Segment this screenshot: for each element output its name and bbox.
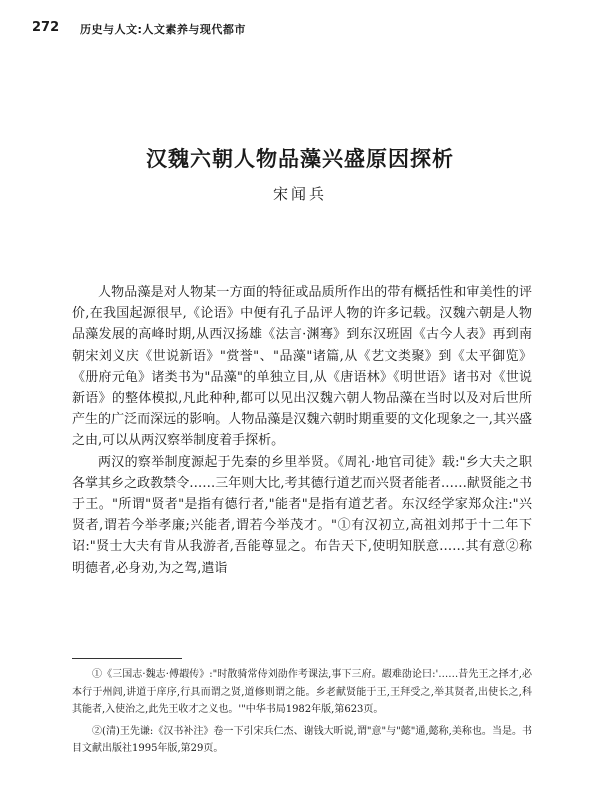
article-title: 汉魏六朝人物品藻兴盛原因探析 — [146, 146, 454, 171]
running-head: 历史与人文:人文素养与现代都市 — [80, 23, 246, 36]
footnote: ①《三国志·魏志·傅嘏传》:"时散骑常侍刘劭作考课法,事下三府。嘏难劭论曰:'……昔先王之择才,必本行于州闾,讲道于庠序,行具而谓之贤,道修则谓之能。乡老献贤能于王,王拜受之,举其贤者,出使长之,科其能者,入使治之,此先王收才之义也。'"中华书局1982年版,第623页。 — [72, 669, 532, 715]
article-body — [72, 282, 532, 579]
body-paragraph: 人物品藻是对人物某一方面的特征或品质所作出的带有概括性和审美性的评价,在我国起源很早,《论语》中便有孔子品评人物的许多记载。汉魏六朝是人物品藻发展的高峰时期,从西汉扬雄《法言·渊骞》到东汉班固《古今人表》再到南朝宋刘义庆《世说新语》"赏誉"、"品藻"诸篇,从《艺文类聚》到《太平御览》《册府元龟》诸类书为"品藻"的单独立目,从《唐语林》《明世语》诸书对《世说新语》的整体模拟,凡此种种,都可以见出汉魏六朝人物品藻在当时以及对后世所产生的广泛而深远的影响。人物品藻是汉魏六朝时期重要的文化现象之一,其兴盛之由,可以从两汉察举制度着手探析。 — [72, 285, 532, 449]
page-number: 272 — [32, 20, 60, 35]
footnote: ②(清)王先谦:《汉书补注》卷一下引宋兵仁杰、谢钱大昕说,谓"意"与"懿"通,懿称,美称也。当是。书目文献出版社1995年版,第29页。 — [72, 725, 532, 754]
article-author: 宋闻兵 — [272, 185, 327, 203]
page-header — [32, 20, 568, 40]
footnotes — [72, 666, 532, 762]
footnote-divider — [72, 658, 182, 659]
body-paragraph: 两汉的察举制度源起于先秦的乡里举贤。《周礼·地官司徒》载:"乡大夫之职各掌其乡之政教禁令……三年则大比,考其德行道艺而兴贤者能者……献贤能之书于王。"所谓"贤者"是指有德行者,"能者"是指有道艺者。东汉经学家郑众注:"兴贤者,谓若今举孝廉;兴能者,谓若今举茂才。"①有汉初立,高祖刘邦于十二年下诏:"贤士大夫有肯从我游者,吾能尊显之。布告天下,使明知朕意……其有意②称明德者,必身劝,为之驾,遣诣 — [72, 454, 532, 576]
